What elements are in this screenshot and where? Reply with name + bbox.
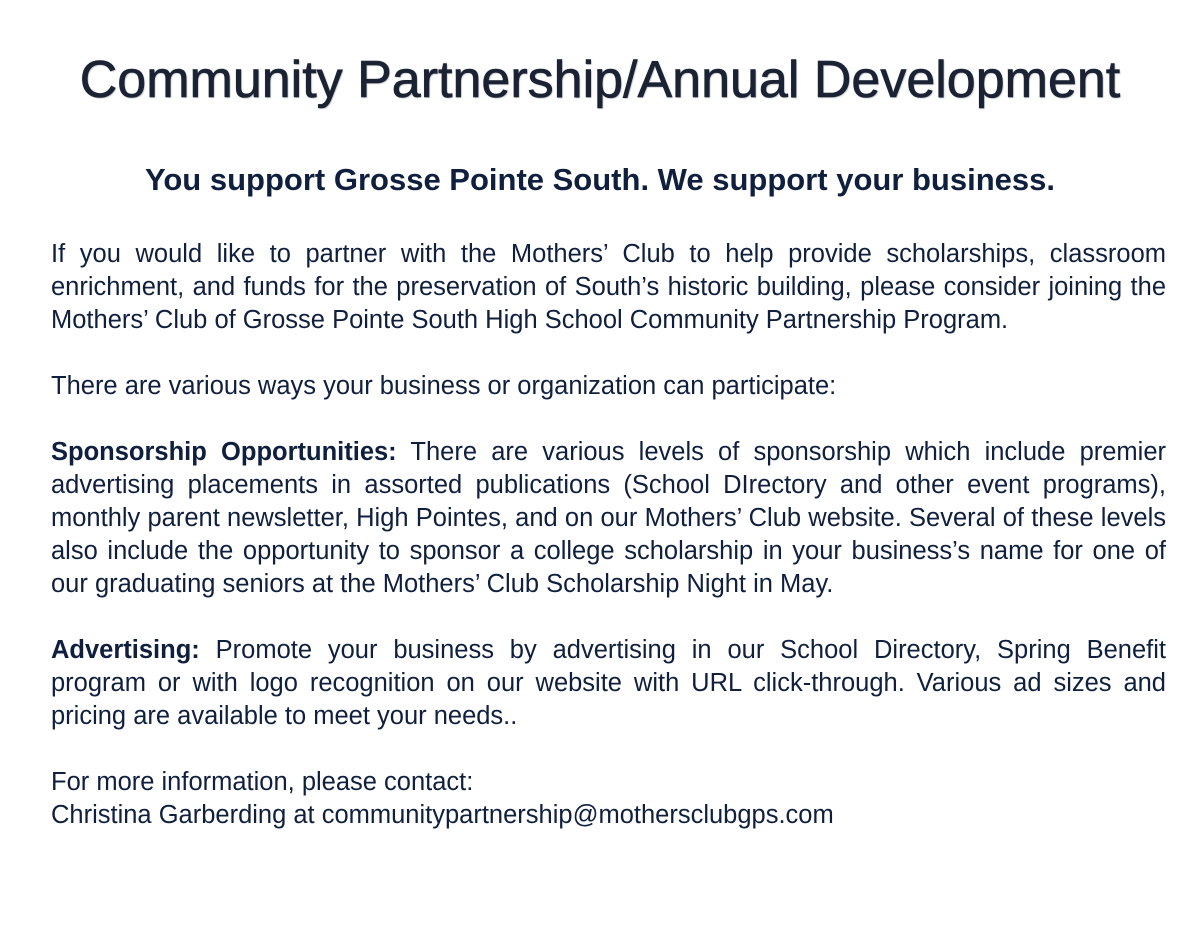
advertising-body: Promote your business by advertising in our School Directory, Spring Benefit program or with logo recognition on our website with URL click-through. Various ad sizes and pricing are available to meet your needs..: [51, 636, 1166, 730]
intro-paragraph: If you would like to partner with the Mothers’ Club to help provide scholarships, classroom enrichment, and funds for the preservation of South’s historic building, please consider joining the Mothers’ Club of Grosse Pointe South High School Community Partnership Program.: [51, 240, 1166, 334]
main-content: [51, 238, 1166, 832]
sponsorship-paragraph: [51, 436, 1166, 601]
tagline: You support Grosse Pointe South. We support your business.: [145, 162, 1055, 197]
page-title: Community Partnership/Annual Development: [79, 51, 1121, 109]
sponsorship-body: There are various levels of sponsorship which include premier advertising placements in assorted publications (School DIrectory and other event programs), monthly parent newsletter, High Pointes, and on our Mothers’ Club website. Several of these levels also include the opportunity to sponsor a college scholarship in your business’s name for one of our graduating seniors at the Mothers’ Club Scholarship Night in May.: [51, 438, 1167, 598]
ways-intro-paragraph: There are various ways your business or organization can participate:: [51, 372, 837, 400]
contact-details: Christina Garberding at communitypartnership@mothersclubgps.com: [51, 801, 834, 829]
advertising-paragraph: [51, 634, 1166, 733]
contact-paragraph: [51, 766, 1166, 832]
sponsorship-heading: Sponsorship Opportunities:: [51, 438, 397, 466]
contact-prompt: For more information, please contact:: [51, 768, 474, 796]
advertising-heading: Advertising:: [51, 636, 200, 664]
